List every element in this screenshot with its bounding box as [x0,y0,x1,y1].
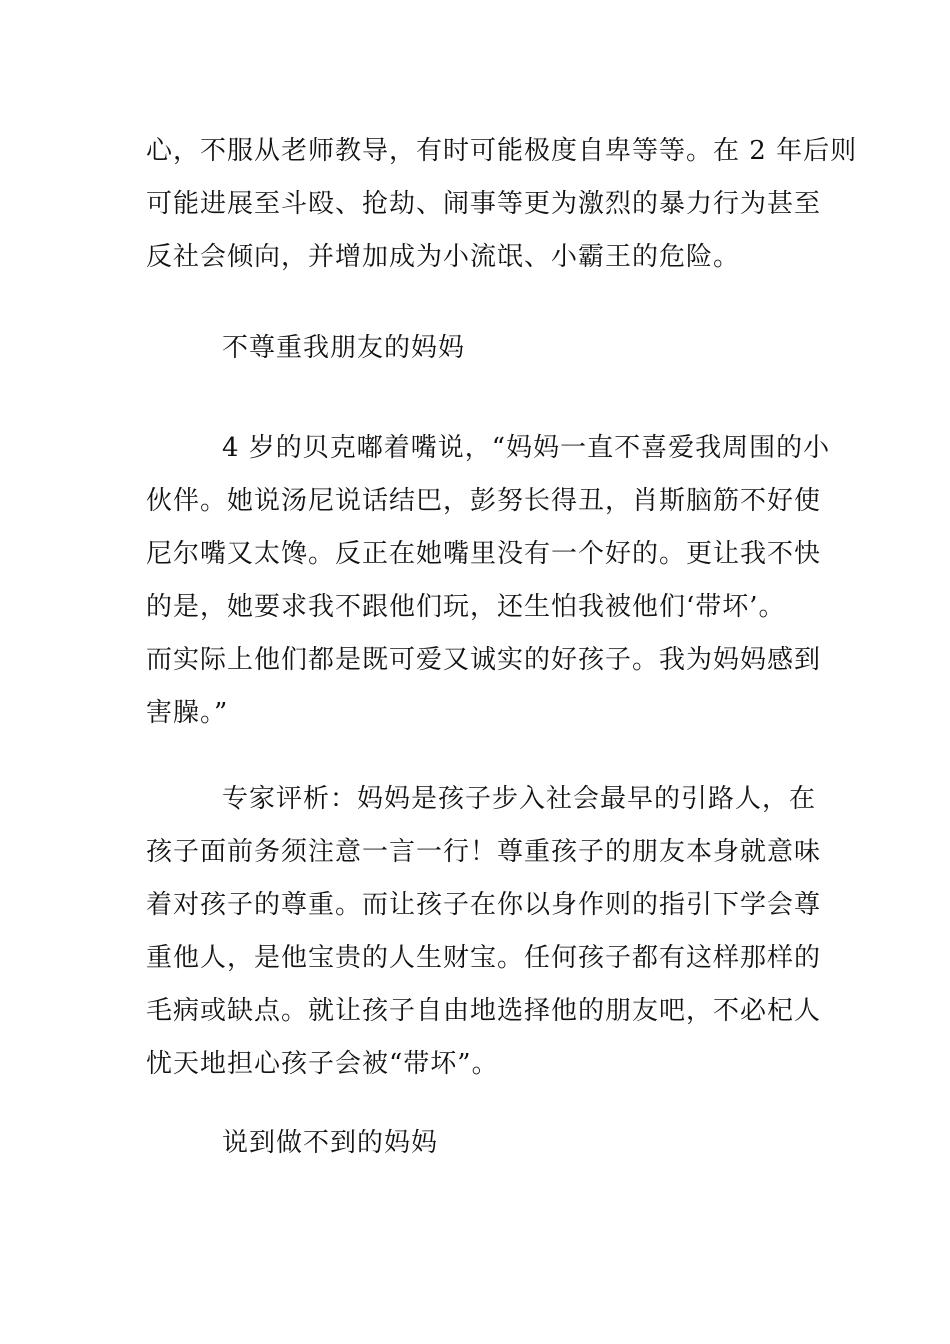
section-heading-disrespect [146,322,812,375]
paragraph-line: 专家评析：妈妈是孩子步入社会最早的引路人，在 [222,784,817,814]
paragraph-line: 着对孩子的尊重。而让孩子在你以身作则的指引下学会尊 [146,890,822,920]
paragraph-line: 孩子面前务须注意一言一行！尊重孩子的朋友本身就意味 [146,837,822,867]
paragraph-line: 4 岁的贝克嘟着嘴说，“妈妈一直不喜爱我周围的小 [222,433,831,463]
paragraph-continued [146,125,858,284]
paragraph-line: 的是，她要求我不跟他们玩，还生怕我被他们‘带坏’。 [146,592,786,622]
paragraph-line: 害臊。” [146,698,229,728]
paragraph-expert-review [146,773,822,1091]
paragraph-line: 可能进展至斗殴、抢劫、闹事等更为激烈的暴力行为甚至 [146,189,822,219]
section-heading-text: 不尊重我朋友的妈妈 [222,333,466,363]
paragraph-line: 心，不服从老师教导，有时可能极度自卑等等。在 2 年后则 [146,136,858,166]
paragraph-line: 重他人，是他宝贵的人生财宝。任何孩子都有这样那样的 [146,943,822,973]
section-heading-text: 说到做不到的妈妈 [222,1128,439,1158]
paragraph-line: 忧天地担心孩子会被“带坏”。 [146,1049,499,1079]
paragraph-beck-story [146,422,831,740]
paragraph-line: 而实际上他们都是既可爱又诚实的好孩子。我为妈妈感到 [146,645,822,675]
section-heading-broken-promises [146,1117,812,1170]
paragraph-line: 伙伴。她说汤尼说话结巴，彭努长得丑，肖斯脑筋不好使 [146,486,822,516]
paragraph-line: 毛病或缺点。就让孩子自由地选择他的朋友吧，不必杞人 [146,996,822,1026]
paragraph-line: 反社会倾向，并增加成为小流氓、小霸王的危险。 [146,242,741,272]
paragraph-line: 尼尔嘴又太馋。反正在她嘴里没有一个好的。更让我不快 [146,539,822,569]
